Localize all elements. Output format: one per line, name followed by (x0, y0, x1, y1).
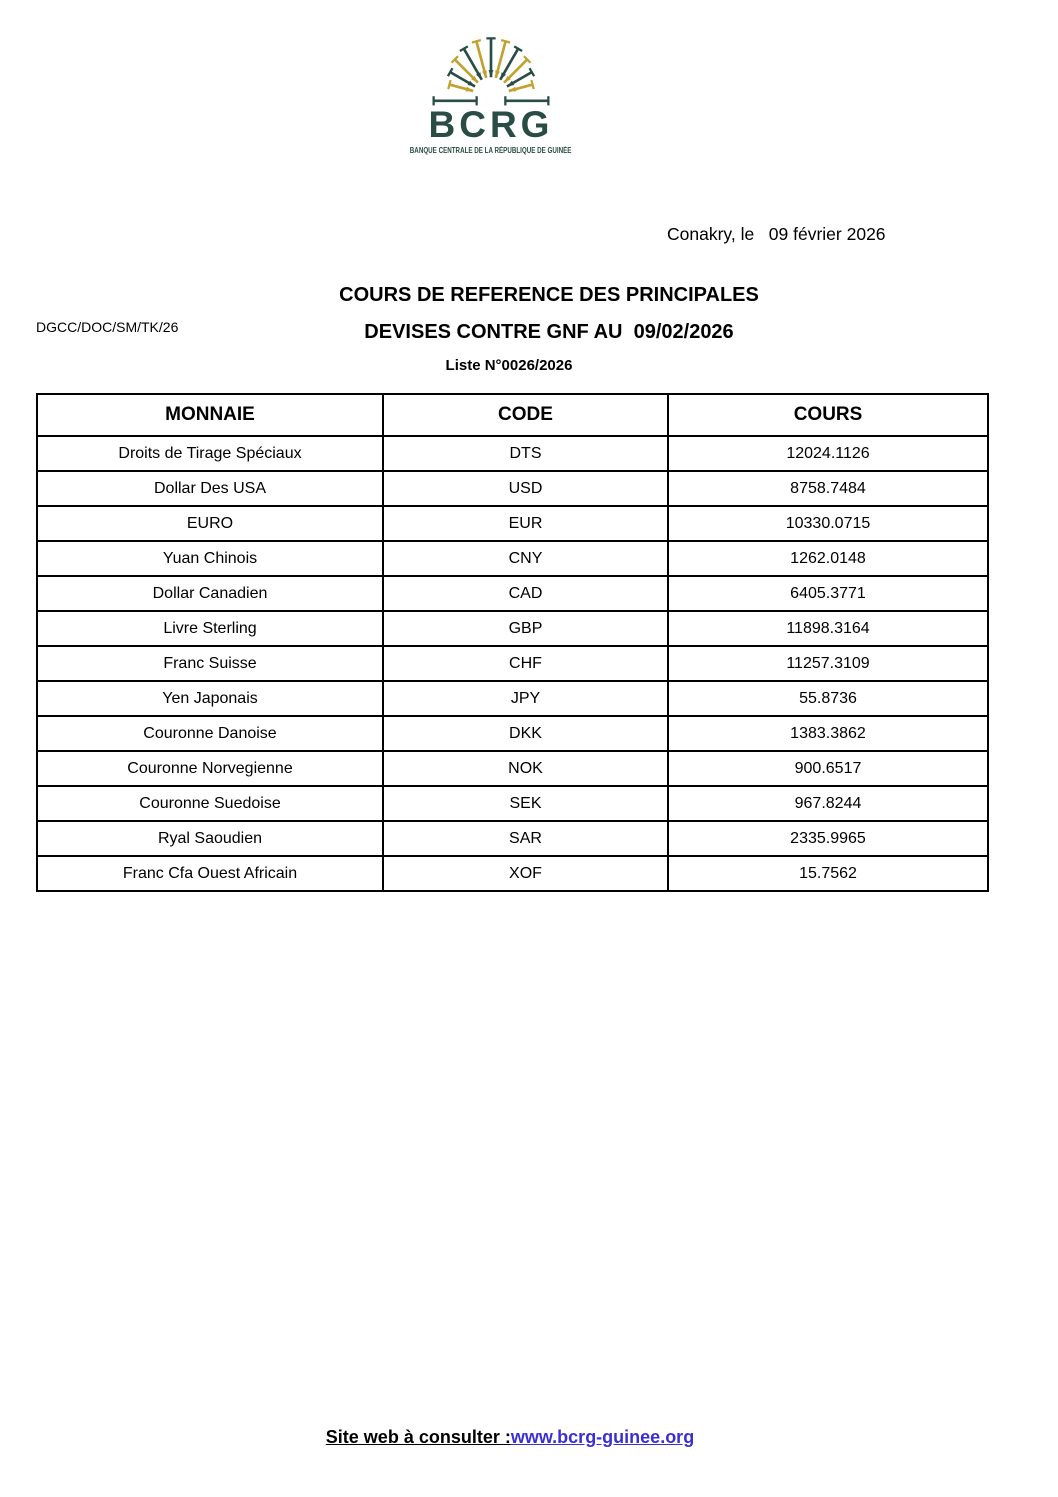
logo-tagline: BANQUE CENTRALE DE LA RÉPUBLIQUE DE GUINÉE (410, 146, 572, 155)
exchange-rates-table (36, 393, 989, 892)
column-header-code: CODE (383, 394, 668, 436)
currency-name-cell: Droits de Tirage Spéciaux (37, 436, 383, 471)
list-number: Liste N°0026/2026 (445, 357, 573, 374)
currency-name-cell: Yuan Chinois (37, 541, 383, 576)
currency-name-cell: Dollar Canadien (37, 576, 383, 611)
currency-name-cell: Couronne Norvegienne (37, 751, 383, 786)
currency-code-cell: CHF (383, 646, 668, 681)
currency-name-cell: EURO (37, 506, 383, 541)
currency-name-cell: Dollar Des USA (37, 471, 383, 506)
footer (0, 1427, 1039, 1448)
currency-code-cell: DKK (383, 716, 668, 751)
currency-code-cell: EUR (383, 506, 668, 541)
currency-code-cell: CNY (383, 541, 668, 576)
currency-rate-cell: 6405.3771 (668, 576, 988, 611)
currency-name-cell: Livre Sterling (37, 611, 383, 646)
reference-number: DGCC/DOC/SM/TK/26 (36, 319, 179, 335)
currency-name-cell: Ryal Saoudien (37, 821, 383, 856)
currency-rate-cell: 900.6517 (668, 751, 988, 786)
table-header-row (37, 394, 988, 436)
currency-rate-cell: 11257.3109 (668, 646, 988, 681)
currency-name-cell: Couronne Danoise (37, 716, 383, 751)
currency-rate-cell: 11898.3164 (668, 611, 988, 646)
table-row (37, 611, 988, 646)
dateline: Conakry, le 09 février 2026 (667, 224, 886, 244)
bcrg-logo (401, 24, 581, 155)
table-row (37, 436, 988, 471)
currency-name-cell: Couronne Suedoise (37, 786, 383, 821)
table-row (37, 646, 988, 681)
table-row (37, 751, 988, 786)
currency-rate-cell: 55.8736 (668, 681, 988, 716)
table-row (37, 821, 988, 856)
website-label: Site web à consulter : (325, 1427, 511, 1447)
table-row (37, 541, 988, 576)
currency-code-cell: JPY (383, 681, 668, 716)
title-line-2: DEVISES CONTRE GNF AU 09/02/2026 (364, 321, 734, 343)
table-row (37, 856, 988, 891)
column-header-monnaie: MONNAIE (37, 394, 383, 436)
table-row (37, 786, 988, 821)
currency-name-cell: Franc Suisse (37, 646, 383, 681)
currency-rate-cell: 8758.7484 (668, 471, 988, 506)
currency-name-cell: Franc Cfa Ouest Africain (37, 856, 383, 891)
currency-rate-cell: 967.8244 (668, 786, 988, 821)
table-row (37, 576, 988, 611)
table-row (37, 716, 988, 751)
currency-name-cell: Yen Japonais (37, 681, 383, 716)
currency-rate-cell: 1262.0148 (668, 541, 988, 576)
currency-code-cell: CAD (383, 576, 668, 611)
website-link[interactable]: www.bcrg-guinee.org (510, 1427, 695, 1447)
table-row (37, 681, 988, 716)
currency-rate-cell: 15.7562 (668, 856, 988, 891)
title-line-1: COURS DE REFERENCE DES PRINCIPALES (339, 284, 759, 306)
table-row (37, 471, 988, 506)
currency-code-cell: SAR (383, 821, 668, 856)
currency-rate-cell: 1383.3862 (668, 716, 988, 751)
column-header-cours: COURS (668, 394, 988, 436)
currency-code-cell: XOF (383, 856, 668, 891)
currency-rate-cell: 2335.9965 (668, 821, 988, 856)
currency-code-cell: GBP (383, 611, 668, 646)
currency-code-cell: NOK (383, 751, 668, 786)
currency-rate-cell: 12024.1126 (668, 436, 988, 471)
currency-code-cell: USD (383, 471, 668, 506)
logo-text: BCRG (428, 104, 554, 145)
currency-code-cell: SEK (383, 786, 668, 821)
currency-rate-cell: 10330.0715 (668, 506, 988, 541)
sunburst-icon (419, 24, 563, 108)
currency-code-cell: DTS (383, 436, 668, 471)
table-row (37, 506, 988, 541)
